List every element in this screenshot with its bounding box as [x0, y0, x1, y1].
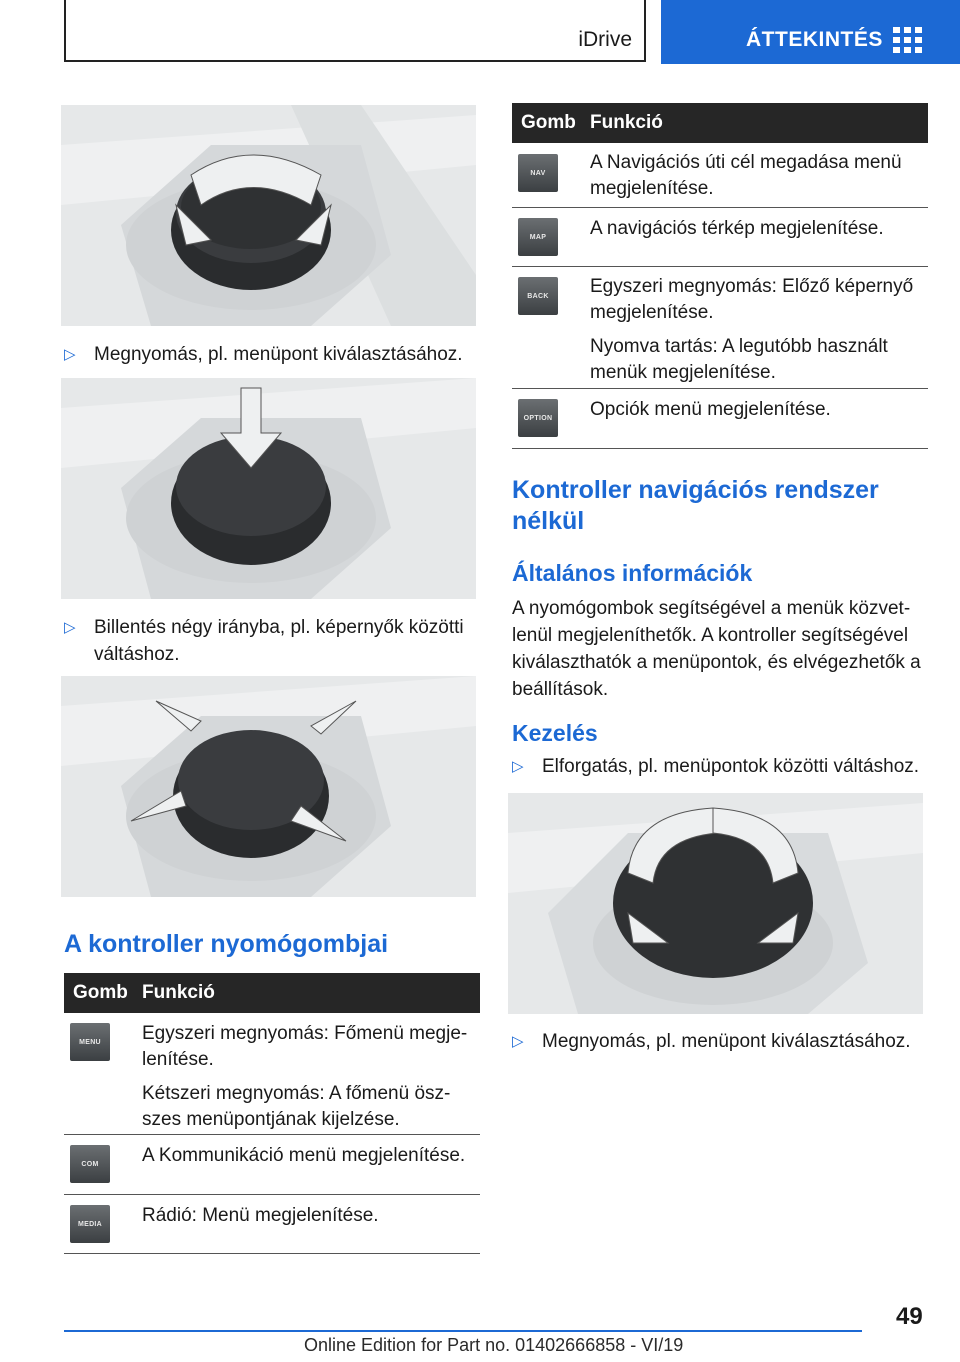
operation-title: Kezelés [512, 720, 598, 746]
bullet-press: ▷ Megnyomás, pl. menüpont kiválasztásához. [64, 341, 476, 368]
controller-shift-image [61, 676, 476, 897]
header-col-button: Gomb [521, 112, 576, 133]
controller-press-image [61, 105, 476, 326]
cell-text: Egyszeri megnyomás: Előző képernyő megjelenítése. [590, 276, 914, 323]
triangle-bullet-icon: ▷ [512, 758, 524, 775]
cell-text: A navigációs térkép megjelenítése. [590, 218, 884, 239]
footer-edition: Online Edition for Part no. 01402666858 - VI/19 [304, 1335, 684, 1355]
cell-text: Kétszeri megnyomás: A főmenü öszszes menüpontjának kijelzése. [142, 1083, 451, 1130]
buttons-table-right [512, 103, 928, 449]
controller-rotate-image [508, 793, 923, 1014]
cell-text: Egyszeri megnyomás: Főmenü megjelenítése. [142, 1023, 468, 1070]
header-col-function: Funkció [142, 982, 215, 1003]
table-header [64, 973, 480, 1013]
triangle-bullet-icon: ▷ [64, 346, 76, 363]
menu-key-icon: MENU [70, 1023, 110, 1061]
grid-icon[interactable] [893, 27, 923, 53]
table-header [512, 103, 928, 143]
nav-key-icon: NAV [518, 154, 558, 192]
table-row [512, 143, 928, 208]
bullet-press-right: ▷ Megnyomás, pl. menüpont kiválasztásához. [512, 1028, 932, 1055]
cell-text: Opciók menü megjelenítése. [590, 399, 831, 420]
section-title-buttons: A kontroller nyomógombjai [64, 930, 389, 958]
header-col-function: Funkció [590, 112, 663, 133]
chapter-title: iDrive [578, 28, 632, 51]
footer-divider [64, 1330, 862, 1332]
cell-text: A Navigációs úti cél megadása menü megjelenítése. [590, 152, 902, 199]
triangle-bullet-icon: ▷ [64, 619, 76, 636]
table-row [64, 1135, 480, 1195]
header-left-box [64, 0, 646, 62]
general-info-text: A nyomógombok segítségével a menük közvetlenül megjeleníthetők. A kontroller segítségével kiválaszthatók a menüpontok, és elvégezhetők a beállítások. [512, 598, 921, 700]
map-key-icon: MAP [518, 218, 558, 256]
table-row [512, 208, 928, 267]
cell-text: Nyomva tartás: A legutóbb használt menük megjelenítése. [590, 336, 888, 383]
cell-text: Rádió: Menü megjelenítése. [142, 1205, 379, 1226]
section-title-no-nav: Kontroller navigációs rendszer nélkül [512, 476, 879, 535]
controller-tilt-image [61, 378, 476, 599]
section-title: ÁTTEKINTÉS [746, 28, 883, 51]
cell-text: A Kommunikáció menü megjelenítése. [142, 1145, 466, 1166]
header-section-tab[interactable] [661, 0, 960, 64]
table-row [64, 1195, 480, 1254]
option-key-icon: OPTION [518, 399, 558, 437]
general-info-title: Általános információk [512, 560, 753, 586]
bullet-rotate: ▷ Elforgatás, pl. menüpontok közötti váltáshoz. [512, 753, 932, 780]
table-row [512, 267, 928, 389]
com-key-icon: COM [70, 1145, 110, 1183]
header-col-button: Gomb [73, 982, 128, 1003]
media-key-icon: MEDIA [70, 1205, 110, 1243]
table-row [64, 1013, 480, 1135]
triangle-bullet-icon: ▷ [512, 1033, 524, 1050]
back-key-icon: BACK [518, 277, 558, 315]
table-row [512, 389, 928, 449]
buttons-table-left [64, 973, 480, 1254]
page-number: 49 [896, 1303, 923, 1330]
bullet-tilt: ▷ Billentés négy irányba, pl. képernyők közötti váltáshoz. [64, 614, 476, 668]
